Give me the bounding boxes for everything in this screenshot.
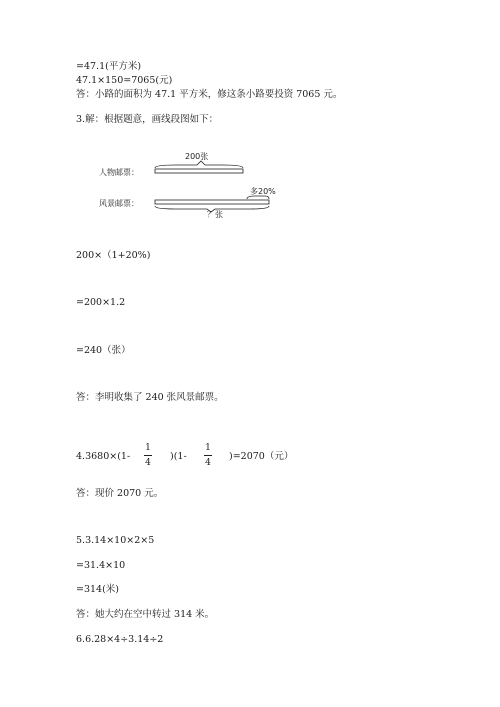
problem-4-part-a: 4.3680×(1- [76,451,131,462]
answer-3: 答：李明收集了 240 张风景邮票。 [76,392,224,403]
line-area: =47.1(平方米) [76,61,142,72]
answer-5: 答：她大约在空中转过 314 米。 [76,609,215,620]
diagram-extra-brace [247,196,269,199]
fraction-2-numerator: 1 [205,443,211,453]
diagram-row1-label: 人物邮票： [99,168,139,177]
fraction-1-denominator: 4 [145,458,151,468]
problem-5: 5.3.14×10×2×5 [76,535,155,546]
diagram-bottom-label: ？张 [207,210,223,219]
diagram-extra-label: 多20% [250,187,276,196]
problem-6: 6.6.28×4÷3.14÷2 [76,634,164,645]
answer-4: 答：现价 2070 元。 [76,488,164,499]
diagram-top-label: 200张 [185,152,209,161]
calc-314: =314(米) [76,584,120,595]
fraction-2-bar [204,455,212,456]
diagram-bottom-brace [155,206,269,212]
line-segment-diagram [95,146,295,226]
line-cost-calc: 47.1×150=7065(元) [76,75,173,86]
problem-3-heading: 3.解：根据题意，画线段图如下： [76,114,219,125]
calc-200-x-1.2: =200×1.2 [76,297,126,308]
calc-240: =240（张） [76,345,131,356]
fraction-1-bar [144,455,152,456]
fraction-2-denominator: 4 [205,458,211,468]
diagram-row2-label: 风景邮票： [99,199,139,208]
answer-2: 答：小路的面积为 47.1 平方米，修这条小路要投资 7065 元。 [76,89,343,100]
calc-200-times: 200×（1+20%) [76,250,151,261]
diagram-row1-bar [155,169,243,173]
diagram-row2-bar [155,200,269,204]
problem-4-part-c: )=2070（元） [229,451,294,462]
fraction-1-numerator: 1 [145,443,151,453]
calc-31.4: =31.4×10 [76,560,126,571]
problem-4-part-b: )(1- [170,451,187,462]
diagram-top-brace [155,161,243,168]
